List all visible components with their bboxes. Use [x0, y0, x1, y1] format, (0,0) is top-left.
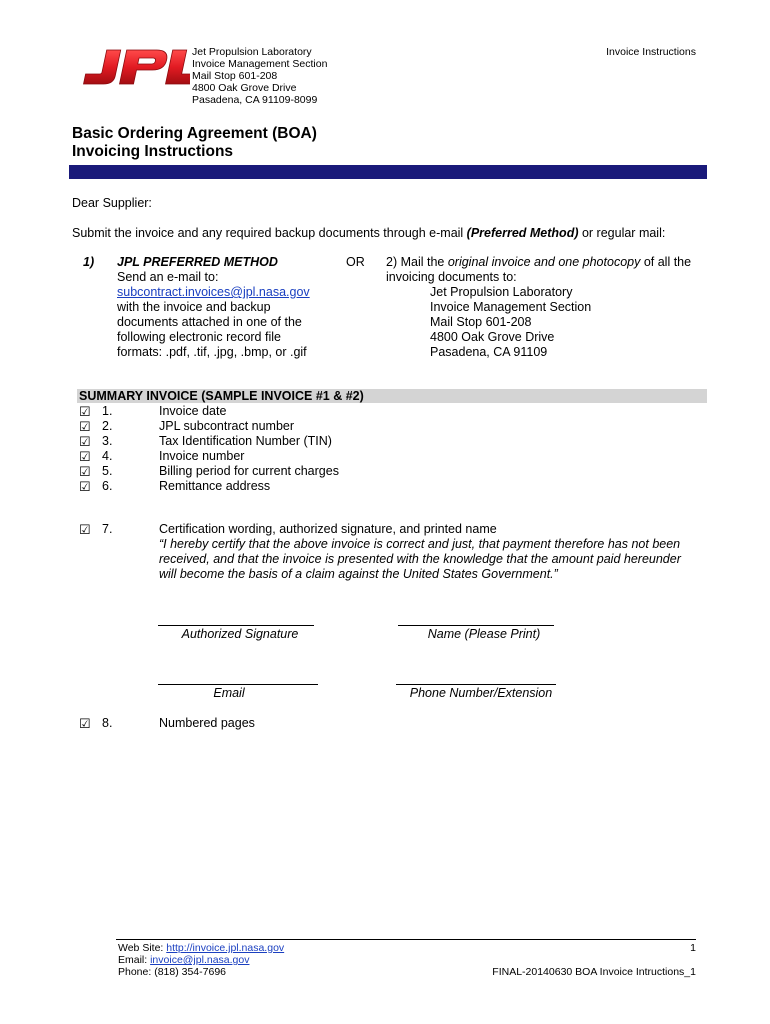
mail-address-line: 4800 Oak Grove Drive [430, 330, 555, 344]
method2-line1 [386, 255, 691, 270]
footer-phone: Phone: (818) 354-7696 [118, 966, 226, 978]
checkbox-icon: ☑ [79, 464, 91, 479]
footer-contact [118, 942, 284, 978]
method1-heading: JPL PREFERRED METHOD [117, 255, 278, 269]
mail-address [386, 285, 691, 360]
mail-address-line: Mail Stop 601-208 [430, 315, 532, 329]
address-line: Jet Propulsion Laboratory [192, 46, 312, 58]
mail-address-line: Pasadena, CA 91109 [430, 345, 548, 359]
item-number: 3. [102, 434, 113, 448]
method1-line: Send an e-mail to: [117, 270, 219, 284]
item-label: Invoice number [159, 449, 245, 463]
checkbox-icon: ☑ [79, 434, 91, 449]
item-number: 6. [102, 479, 113, 493]
method1-line: following electronic record file [117, 330, 281, 344]
checkbox-icon: ☑ [79, 404, 91, 419]
certification-quote-line: “I hereby certify that the above invoice is correct and just, that payment therefore has not been [159, 537, 681, 551]
jpl-logo-graphic [78, 44, 190, 90]
method2-line2: invoicing documents to: [386, 270, 517, 284]
checkbox-icon: ☑ [79, 522, 91, 537]
method1-number [83, 255, 94, 270]
checkbox-icon: ☑ [79, 716, 91, 731]
email-label: Email: [118, 954, 151, 966]
list-item [79, 419, 295, 434]
item-number: 1. [102, 404, 113, 418]
signature-line [158, 625, 314, 626]
page-title [72, 125, 317, 161]
summary-heading: SUMMARY INVOICE (SAMPLE INVOICE #1 & #2) [79, 389, 364, 403]
method1-line: formats: .pdf, .tif, .jpg, .bmp, or .gif [117, 345, 307, 359]
title-banner [69, 165, 707, 179]
intro-before: Submit the invoice and any required backup documents through e-mail [72, 226, 467, 240]
email-label: Email [213, 686, 245, 700]
summary-checklist [79, 404, 339, 494]
item-number: 7. [102, 522, 113, 536]
method2-emphasis: original invoice and one photocopy [447, 255, 641, 269]
title-line-1: Basic Ordering Agreement (BOA) [72, 125, 317, 142]
item7-marker [79, 522, 113, 538]
footer-email [118, 954, 284, 966]
checkbox-icon: ☑ [79, 479, 91, 494]
invoice-email-link[interactable]: invoice@jpl.nasa.gov [150, 954, 250, 966]
address-line: Invoice Management Section [192, 58, 328, 70]
address-line: Mail Stop 601-208 [192, 70, 278, 82]
method1-block [117, 255, 310, 360]
document-id: FINAL-20140630 BOA Invoice Intructions_1 [492, 966, 696, 978]
method1-line: with the invoice and backup [117, 300, 271, 314]
website-link[interactable]: http://invoice.jpl.nasa.gov [166, 942, 285, 954]
checkbox-icon: ☑ [79, 449, 91, 464]
certification-quote-line: received, and that the invoice is presented with the knowledge that the amount paid hereunder [159, 552, 681, 566]
certification-quote-line: will become the basis of a claim against the United States Government.” [159, 567, 558, 581]
intro-after: or regular mail: [578, 226, 666, 240]
footer-rule [116, 939, 696, 940]
item-label: Invoice date [159, 404, 227, 418]
item-number: 4. [102, 449, 113, 463]
page-number: 1 [690, 942, 696, 954]
website-label: Web Site: [118, 942, 167, 954]
item-label: Tax Identification Number (TIN) [159, 434, 332, 448]
item7-block [159, 522, 681, 582]
method2-prefix: 2) Mail the [386, 255, 448, 269]
method2-block [386, 255, 691, 360]
item-number: 8. [102, 716, 113, 730]
item-label: JPL subcontract number [159, 419, 295, 433]
footer-website [118, 942, 284, 954]
address-line: 4800 Oak Grove Drive [192, 82, 297, 94]
salutation: Dear Supplier: [72, 196, 152, 210]
mail-address-line: Invoice Management Section [430, 300, 592, 314]
or-label: OR [346, 255, 365, 269]
subcontract-email-link[interactable]: subcontract.invoices@jpl.nasa.gov [117, 285, 310, 299]
mail-address-line: Jet Propulsion Laboratory [430, 285, 573, 299]
method1-line: documents attached in one of the [117, 315, 302, 329]
intro-emphasis: (Preferred Method) [466, 226, 579, 240]
title-line-2: Invoicing Instructions [72, 143, 234, 160]
method2-suffix: of all the [640, 255, 692, 269]
item-number: 5. [102, 464, 113, 478]
list-item [79, 479, 271, 494]
item8-marker [79, 716, 113, 732]
name-line [398, 625, 554, 626]
email-line [158, 684, 318, 685]
checkbox-icon: ☑ [79, 419, 91, 434]
item-number: 2. [102, 419, 113, 433]
authorized-signature-label: Authorized Signature [181, 627, 299, 641]
item8-label: Numbered pages [159, 716, 255, 730]
list-item [79, 434, 332, 449]
list-item [79, 404, 227, 419]
item-label: Billing period for current charges [159, 464, 339, 478]
name-print-label: Name (Please Print) [427, 627, 541, 641]
intro-text [72, 226, 665, 241]
jpl-logo [78, 44, 190, 90]
address-line: Pasadena, CA 91109-8099 [192, 94, 318, 106]
phone-line [396, 684, 556, 685]
header-address [192, 46, 327, 106]
item7-label: Certification wording, authorized signature, and printed name [159, 522, 497, 536]
list-item [79, 464, 339, 479]
phone-label: Phone Number/Extension [409, 686, 553, 700]
item-label: Remittance address [159, 479, 271, 493]
document-label: Invoice Instructions [606, 46, 696, 58]
list-item [79, 449, 245, 464]
method1-num: 1) [83, 255, 95, 269]
